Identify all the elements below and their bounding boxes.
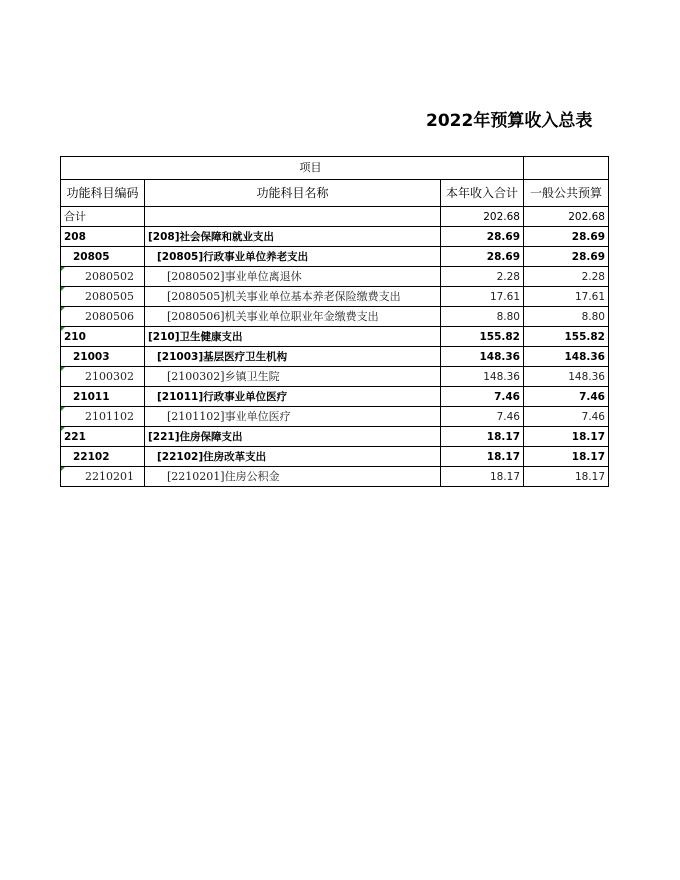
cell-general-budget[interactable]: 18.17 (524, 447, 609, 467)
cell-function-code[interactable]: 208 (61, 227, 145, 247)
table-row-total[interactable] (61, 207, 609, 227)
cell-total-income[interactable]: 18.17 (441, 427, 524, 447)
table-row[interactable] (61, 347, 609, 367)
cell-function-code[interactable]: 20805 (61, 247, 145, 267)
cell-function-code[interactable]: 21003 (61, 347, 145, 367)
cell-function-name[interactable]: [2100302]乡镇卫生院 (145, 367, 441, 387)
column-header-code: 功能科目编码 (61, 180, 145, 207)
cell-function-code[interactable]: 210 (61, 327, 145, 347)
cell-total-income[interactable]: 28.69 (441, 247, 524, 267)
table-header-group-row (61, 157, 609, 180)
cell-function-name[interactable]: [2080502]事业单位离退休 (145, 267, 441, 287)
column-header-general-budget: 一般公共预算 (524, 180, 609, 207)
cell-function-code[interactable]: 21011 (61, 387, 145, 407)
cell-function-code[interactable]: 合计 (61, 207, 145, 227)
table-row[interactable] (61, 307, 609, 327)
cell-total-income[interactable]: 148.36 (441, 347, 524, 367)
cell-total-income[interactable]: 7.46 (441, 387, 524, 407)
cell-function-code[interactable]: 2080505 (61, 287, 145, 307)
cell-function-name[interactable]: [2080506]机关事业单位职业年金缴费支出 (145, 307, 441, 327)
cell-function-code[interactable]: 2101102 (61, 407, 145, 427)
cell-function-code[interactable]: 221 (61, 427, 145, 447)
table-row[interactable] (61, 327, 609, 347)
cell-function-name[interactable]: [20805]行政事业单位养老支出 (145, 247, 441, 267)
cell-function-name[interactable]: [22102]住房改革支出 (145, 447, 441, 467)
cell-total-income[interactable]: 28.69 (441, 227, 524, 247)
table-row[interactable] (61, 427, 609, 447)
cell-total-income[interactable]: 2.28 (441, 267, 524, 287)
page-title: 2022年预算收入总表 (426, 111, 593, 131)
table-row[interactable] (61, 387, 609, 407)
table-row[interactable] (61, 227, 609, 247)
cell-function-name[interactable]: [210]卫生健康支出 (145, 327, 441, 347)
cell-function-code[interactable]: 2100302 (61, 367, 145, 387)
cell-function-name[interactable]: [208]社会保障和就业支出 (145, 227, 441, 247)
table-row[interactable] (61, 367, 609, 387)
cell-function-code[interactable]: 2210201 (61, 467, 145, 487)
cell-total-income[interactable]: 8.80 (441, 307, 524, 327)
cell-general-budget[interactable]: 2.28 (524, 267, 609, 287)
cell-total-income[interactable]: 155.82 (441, 327, 524, 347)
cell-general-budget[interactable]: 17.61 (524, 287, 609, 307)
cell-general-budget[interactable]: 8.80 (524, 307, 609, 327)
cell-total-income[interactable]: 148.36 (441, 367, 524, 387)
cell-general-budget[interactable]: 18.17 (524, 467, 609, 487)
cell-total-income[interactable]: 18.17 (441, 447, 524, 467)
cell-function-code[interactable]: 2080502 (61, 267, 145, 287)
cell-function-name[interactable]: [2101102]事业单位医疗 (145, 407, 441, 427)
cell-general-budget[interactable]: 28.69 (524, 227, 609, 247)
cell-total-income[interactable]: 17.61 (441, 287, 524, 307)
table-row[interactable] (61, 407, 609, 427)
cell-general-budget[interactable]: 148.36 (524, 367, 609, 387)
cell-general-budget[interactable]: 7.46 (524, 407, 609, 427)
cell-function-code[interactable]: 22102 (61, 447, 145, 467)
cell-general-budget[interactable]: 202.68 (524, 207, 609, 227)
cell-function-name[interactable]: [2210201]住房公积金 (145, 467, 441, 487)
budget-income-table (60, 156, 609, 487)
cell-general-budget[interactable]: 18.17 (524, 427, 609, 447)
project-group-header: 项目 (61, 157, 524, 180)
cell-general-budget[interactable]: 7.46 (524, 387, 609, 407)
cell-general-budget[interactable]: 148.36 (524, 347, 609, 367)
cell-total-income[interactable]: 202.68 (441, 207, 524, 227)
cell-function-name[interactable]: [21003]基层医疗卫生机构 (145, 347, 441, 367)
cell-function-name[interactable]: [21011]行政事业单位医疗 (145, 387, 441, 407)
cell-total-income[interactable]: 7.46 (441, 407, 524, 427)
column-header-name: 功能科目名称 (145, 180, 441, 207)
table-column-header-row (61, 180, 609, 207)
table-row[interactable] (61, 247, 609, 267)
cell-function-name[interactable]: [2080505]机关事业单位基本养老保险缴费支出 (145, 287, 441, 307)
cell-general-budget[interactable]: 155.82 (524, 327, 609, 347)
cell-general-budget[interactable]: 28.69 (524, 247, 609, 267)
cell-function-name[interactable]: [221]住房保障支出 (145, 427, 441, 447)
table-row[interactable] (61, 287, 609, 307)
cell-function-name[interactable] (145, 207, 441, 227)
table-row[interactable] (61, 267, 609, 287)
table-row[interactable] (61, 447, 609, 467)
cell-function-code[interactable]: 2080506 (61, 307, 145, 327)
cell-total-income[interactable]: 18.17 (441, 467, 524, 487)
table-row[interactable] (61, 467, 609, 487)
header-spacer (524, 157, 609, 180)
column-header-total: 本年收入合计 (441, 180, 524, 207)
